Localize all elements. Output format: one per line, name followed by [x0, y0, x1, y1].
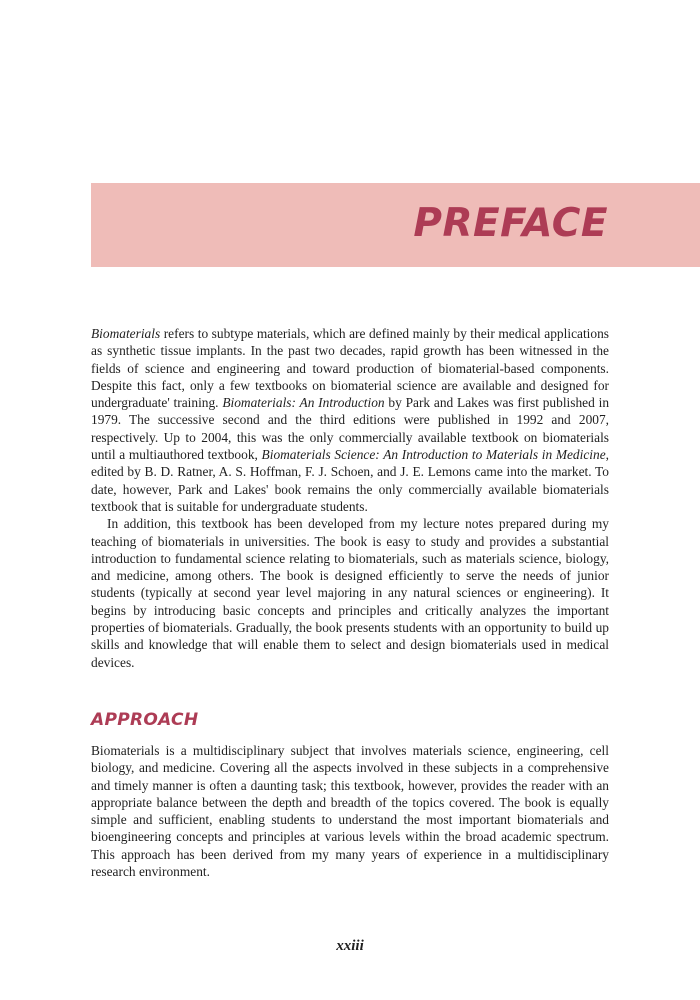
page-number: xxiii: [336, 938, 364, 954]
emphasis-biomaterials: Biomaterials: [91, 326, 161, 341]
section-heading-approach: APPROACH: [91, 710, 199, 730]
approach-paragraph: Biomaterials is a multidisciplinary subject that involves materials science, engineering, cell biology, and medicine. Covering all the aspects involved in these subjects in a comprehensive and timely manner is often a daunting task; this textbook, however, provides the reader with an appropriate balance between the depth and breadth of the topics covered. The book is equally simple and sufficient, enabling students to understand the most important biomaterials and bioengineering concepts and principles at various levels within the broad academic spectrum. This approach has been derived from my many years of experience in a multidisciplinary research environment.: [91, 743, 609, 880]
emphasis-book-title-ratner: Biomaterials Science: An Introduction to Materials in Medicine: [261, 447, 606, 463]
emphasis-book-title-park-lakes: Biomaterials: An Introduction: [222, 395, 385, 411]
intro-paragraph-1-text-a: refers to subtype materials, which are defined mainly by their medical applications as synthetic tissue implants. In the past two decades, rapid growth has been witnessed in the fields of science and engineering and toward production of biomaterial-based components. Despite this fact, only a few textbooks on biomaterial science are available and designed for undergraduate' training.: [91, 326, 609, 411]
intro-text-block: [91, 325, 609, 671]
intro-paragraph-2: In addition, this textbook has been developed from my lecture notes prepared during my teaching of biomaterials in universities. The book is easy to study and provides a substantial introduction to fundamental science relating to biomaterials, such as materials science, biology, and medicine, among others. The book is designed efficiently to serve the needs of junior students (typically at second year level majoring in any natural sciences or engineering). It begins by introducing basic concepts and principles and critically analyzes the important properties of biomaterials. Gradually, the book presents students with an opportunity to build up skills and knowledge that will enable them to select and design biomaterials used in medical devices.: [91, 516, 609, 670]
intro-paragraph-1-text-b: by Park and Lakes was first published in 1979. The successive second and the third editions were published in 1992 and 2007, respectively. Up to 2004, this was the only commercially available textbook on biomaterials until a multiauthored textbook,: [91, 395, 610, 463]
intro-paragraph-1: [91, 325, 609, 515]
intro-paragraph-1-text-c: , edited by B. D. Ratner, A. S. Hoffman, F. J. Schoen, and J. E. Lemons came into the market. To date, however, Park and Lakes' book remains the only commercially available biomaterials textbook that is suitable for undergraduate students.: [91, 447, 609, 514]
chapter-title: PREFACE: [413, 201, 608, 246]
approach-text-block: [91, 742, 609, 880]
chapter-title-banner: [91, 183, 700, 267]
